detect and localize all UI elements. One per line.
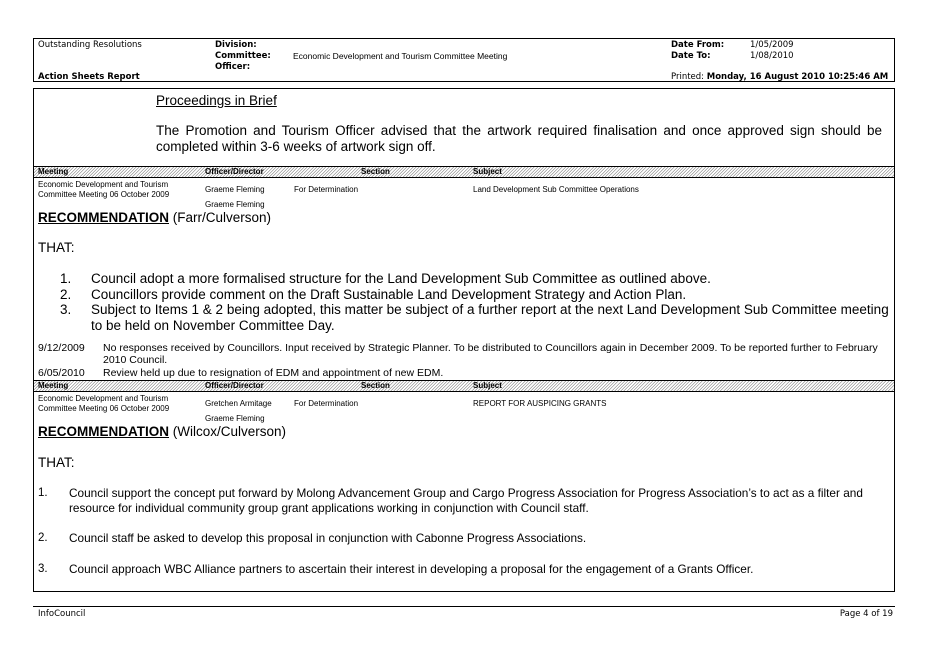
item1-officer: Graeme Fleming (205, 185, 265, 194)
date-to-label: Date To: (671, 51, 711, 61)
item2-point-text: Council staff be asked to develop this proposal in conjunction with Cabonne Progress Associations. (69, 531, 587, 545)
item1-point-num: 3. (60, 302, 72, 317)
item2-point-num: 3. (38, 563, 48, 575)
committee-value: Economic Development and Tourism Committee Meeting (293, 51, 508, 61)
column-header-row (34, 166, 894, 178)
col-meeting: Meeting (38, 167, 69, 176)
report-type: Action Sheets Report (38, 72, 140, 82)
item1-section: For Determination (294, 185, 359, 194)
item1-that: THAT: (38, 240, 75, 255)
item1-note-text: No responses received by Councillors. Input received by Strategic Planner. To be distributed to Councillors again in December 2009. To be reported further to February 2010 Council. (103, 342, 878, 366)
col-subject: Subject (473, 381, 502, 390)
footer-rule (33, 606, 895, 607)
item2-director: Graeme Fleming (205, 414, 265, 423)
officer-label: Officer: (215, 62, 251, 72)
item1-point-num: 2. (60, 287, 72, 302)
item1-point-text: Council adopt a more formalised structure for the Land Development Sub Committee as outlined above. (91, 271, 711, 286)
date-from-value: 1/05/2009 (750, 40, 794, 50)
proceedings-text: The Promotion and Tourism Officer advised that the artwork required finalisation and once approved sign should be completed within 3-6 weeks of artwork sign off. (156, 123, 882, 154)
item2-officer: Gretchen Armitage (205, 399, 272, 408)
col-subject: Subject (473, 167, 502, 176)
item1-point-text: Councillors provide comment on the Draft Sustainable Land Development Strategy and Action Plan. (91, 287, 687, 302)
proceedings-heading: Proceedings in Brief (156, 93, 277, 108)
footer-page: Page 4 of 19 (839, 609, 893, 619)
item2-point-num: 1. (38, 487, 48, 499)
item1-rec-movers: (Farr/Culverson) (169, 210, 272, 225)
footer-app: InfoCouncil (38, 609, 86, 619)
report-name: Outstanding Resolutions (38, 40, 142, 50)
printed-label: Printed: (671, 72, 705, 82)
item1-subject: Land Development Sub Committee Operations (473, 185, 639, 194)
printed-line (671, 72, 888, 82)
date-from-label: Date From: (671, 40, 725, 50)
date-to-value: 1/08/2010 (750, 51, 794, 61)
item1-meeting: Economic Development and Tourism Committee Meeting 06 October 2009 (38, 180, 170, 199)
column-header-row (34, 380, 894, 392)
item2-section: For Determination (294, 399, 359, 408)
item2-rec-word: RECOMMENDATION (38, 424, 169, 439)
col-officer: Officer/Director (205, 167, 264, 176)
item1-note-date: 9/12/2009 (38, 342, 85, 354)
item2-subject: REPORT FOR AUSPICING GRANTS (473, 399, 607, 408)
division-label: Division: (215, 40, 257, 50)
item1-rec-word: RECOMMENDATION (38, 210, 169, 225)
item1-director: Graeme Fleming (205, 200, 265, 209)
item2-recommendation (38, 424, 286, 440)
col-meeting: Meeting (38, 381, 69, 390)
item2-point-text: Council support the concept put forward by Molong Advancement Group and Cargo Progress Association for Progress Association’s to act as a filter and resource for individual community group grant applications working in conjunction with Council staff. (69, 486, 863, 515)
main-content (33, 88, 895, 592)
col-officer: Officer/Director (205, 381, 264, 390)
item1-note-text: Review held up due to resignation of EDM and appointment of new EDM. (103, 367, 444, 379)
item1-point-num: 1. (60, 271, 72, 286)
printed-value: Monday, 16 August 2010 10:25:46 AM (706, 72, 889, 82)
committee-label: Committee: (215, 51, 271, 61)
col-section: Section (361, 381, 390, 390)
item2-rec-movers: (Wilcox/Culverson) (169, 424, 287, 439)
item2-that: THAT: (38, 455, 75, 470)
item1-point-text: Subject to Items 1 & 2 being adopted, this matter be subject of a further report at the next Land Development Sub Committee meeting to be held on November Committee Day. (91, 302, 889, 333)
item2-meeting: Economic Development and Tourism Committee Meeting 06 October 2009 (38, 394, 170, 413)
item2-point-text: Council approach WBC Alliance partners to ascertain their interest in developing a proposal for the engagement of a Grants Officer. (69, 562, 754, 576)
item2-point-num: 2. (38, 532, 48, 544)
item1-note-date: 6/05/2010 (38, 367, 85, 379)
item1-recommendation (38, 210, 271, 226)
col-section: Section (361, 167, 390, 176)
